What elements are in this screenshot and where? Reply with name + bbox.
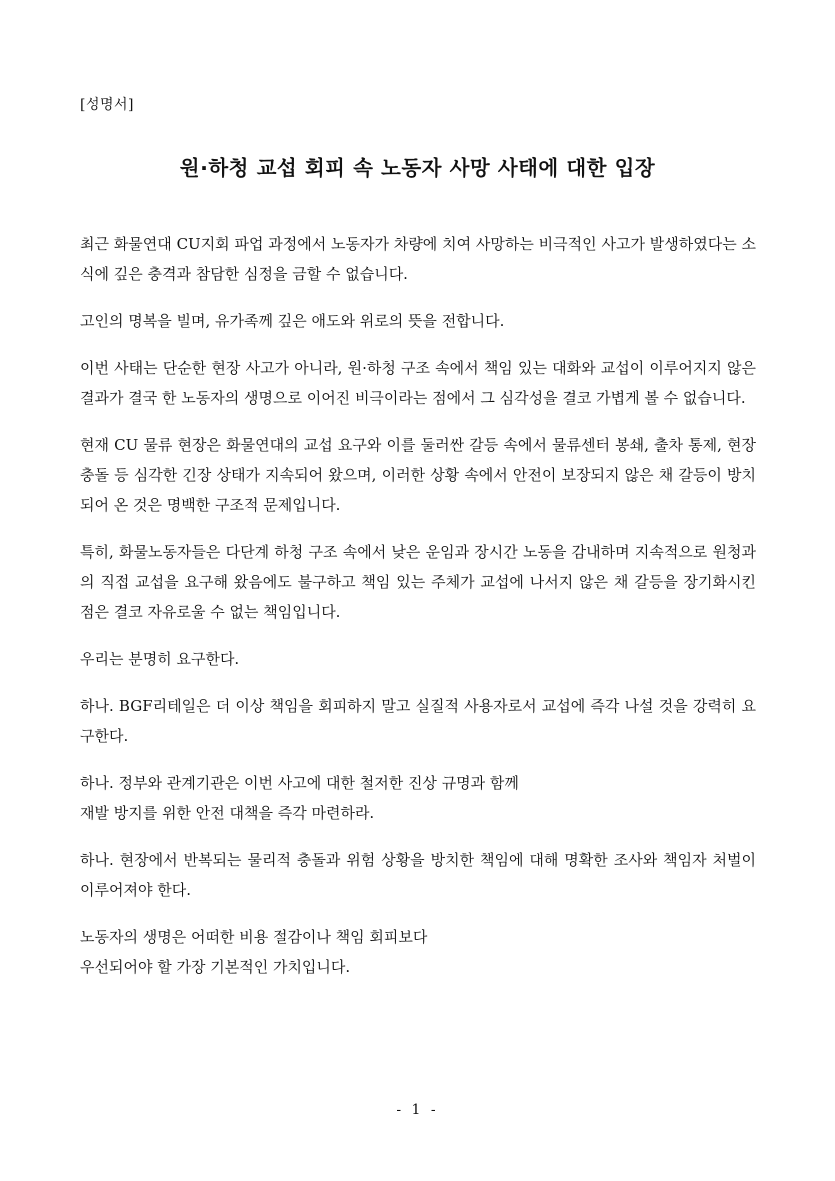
paragraph-line: 하나. 정부와 관계기관은 이번 사고에 대한 철저한 진상 규명과 함께 [80, 774, 519, 792]
paragraph-incident: 최근 화물연대 CU지회 파업 과정에서 노동자가 차량에 치여 사망하는 비극적인 사고가 발생하였다는 소식에 깊은 충격과 참담한 심정을 금할 수 없습니다. [80, 235, 756, 283]
paragraph-demand-bgf: 하나. BGF리테일은 더 이상 책임을 회피하지 말고 실질적 사용자로서 교섭에 즉각 나설 것을 강력히 요구한다. [80, 697, 756, 745]
paragraph-severity: 이번 사태는 단순한 현장 사고가 아니라, 원·하청 구조 속에서 책임 있는 대화와 교섭이 이루어지지 않은 결과가 결국 한 노동자의 생명으로 이어진 비극이라는 점에서 그 심각성을 결코 가볍게 볼 수 없습니다. [80, 359, 756, 407]
paragraph-current-situation: 현재 CU 물류 현장은 화물연대의 교섭 요구와 이를 둘러싼 갈등 속에서 물류센터 봉쇄, 출차 통제, 현장 충돌 등 심각한 긴장 상태가 지속되어 왔으며, 이러한 상황 속에서 안전이 보장되지 않은 채 갈등이 방치되어 온 것은 명백한 구조적 문제입니다. [80, 436, 756, 514]
paragraph-line: 재발 방지를 위한 안전 대책을 즉각 마련하라. [80, 804, 375, 822]
paragraph-demand-investigation: 하나. 현장에서 반복되는 물리적 충돌과 위험 상황을 방치한 책임에 대해 명확한 조사와 책임자 처벌이 이루어져야 한다. [80, 851, 756, 899]
paragraph-responsibility: 특히, 화물노동자들은 다단계 하청 구조 속에서 낮은 운임과 장시간 노동을 감내하며 지속적으로 원청과의 직접 교섭을 요구해 왔음에도 불구하고 책임 있는 주체가 교섭에 나서지 않은 채 갈등을 장기화시킨 점은 결코 자유로울 수 없는 책임입니다. [80, 543, 756, 621]
document-title: 원·하청 교섭 회피 속 노동자 사망 사태에 대한 입장 [179, 156, 656, 180]
document-body [80, 229, 756, 999]
document-type-label: [성명서] [80, 97, 134, 113]
page-number: - 1 - [396, 1102, 439, 1118]
paragraph-condolence: 고인의 명복을 빌며, 유가족께 깊은 애도와 위로의 뜻을 전합니다. [80, 312, 505, 330]
paragraph-line: 노동자의 생명은 어떠한 비용 절감이나 책임 회피보다 [80, 928, 428, 946]
paragraph-demand-intro: 우리는 분명히 요구한다. [80, 650, 240, 668]
paragraph-line: 우선되어야 할 가장 기본적인 가치입니다. [80, 958, 351, 976]
paragraph-closing [80, 922, 756, 982]
paragraph-demand-government [80, 768, 756, 828]
